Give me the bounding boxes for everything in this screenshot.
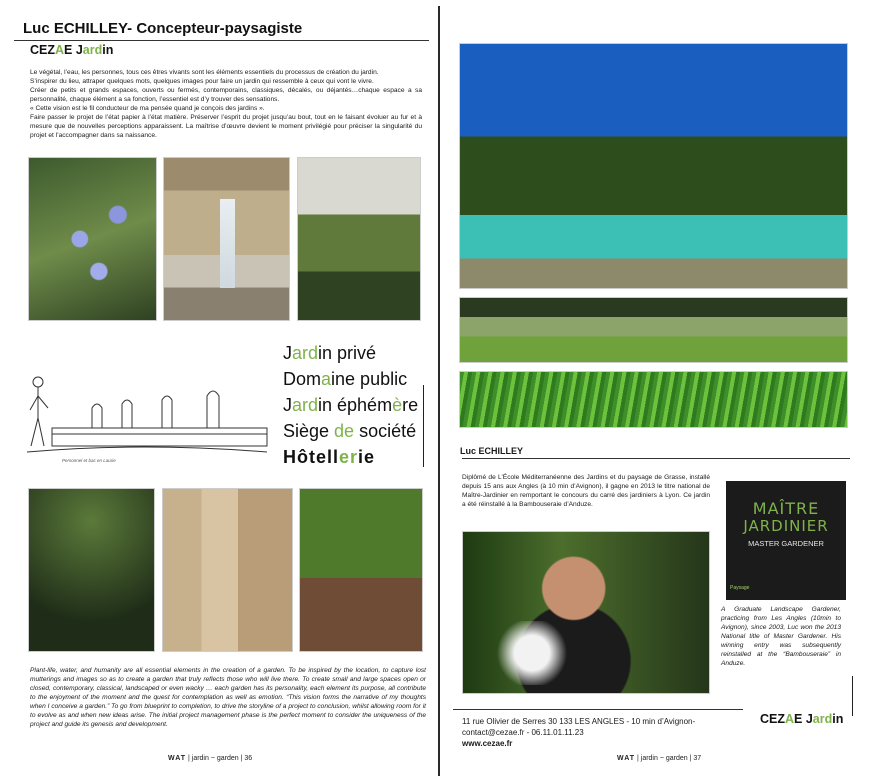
photo-grass-meadow bbox=[459, 297, 848, 363]
title-rule bbox=[14, 40, 429, 41]
sketch-caption: Personnel et bac en Laurie bbox=[62, 458, 116, 463]
service-hotellerie: Hôtellerie bbox=[283, 447, 376, 467]
photo-strawberry-planter bbox=[299, 488, 423, 652]
contact-email-phone: contact@cezae.fr - 06.11.01.11.23 bbox=[462, 728, 584, 737]
photo-metal-sculpture-garden bbox=[297, 157, 421, 321]
magazine-logo-right: WAT bbox=[617, 755, 636, 762]
bio-text-en: A Graduate Landscape Gardener, practicing from Les Angles (10min to Avignon), since 2003, Luc won the 2013 National title of Master Gardener. His winning entry was subsequently reinstalled at the “Bambouseraie” in Anduze. bbox=[721, 606, 841, 667]
contact-website[interactable]: www.cezae.fr bbox=[462, 739, 513, 748]
photo-planters bbox=[162, 488, 293, 652]
bio-heading: Luc ECHILLEY bbox=[460, 446, 524, 456]
badge-line3: MASTER GARDENER bbox=[748, 539, 824, 548]
intro-text-fr: Le végétal, l’eau, les personnes, tous ces êtres vivants sont les éléments essentiels du processus de création du jardin. S’inspirer du lieu, attraper quelques mots, quelques images pour faire un jardin qui ressemble à ceux qui vont le vivre. Créer de petits et grands espaces, ouverts ou fermés, contemporains, classiques, décalés, ou déjantés…chaque espace a sa personnalité, chaque élément a sa fonction, l’essentiel est d’y trouver des sensations. « Cette vision est le fil conducteur de ma pensée quand je conçois des jardins ». Faire passer le projet de l’état papier à l’état matière. Préserver l’esprit du projet jusqu’au bout, tout en le faisant évoluer au fur et à mesure que de nouvelles perceptions apparaissent. La maîtrise d’œuvre devient le moment privilégié pour préciser la singularité du projet et l’accompagner dans sa naissance. bbox=[30, 69, 422, 139]
right-footer: WAT | jardin ~ garden | 37 bbox=[617, 755, 702, 762]
badge-line2: JARDINIER bbox=[743, 517, 829, 535]
brand-logo-right: CEZAE Jardin bbox=[760, 712, 844, 726]
magazine-logo: WAT bbox=[168, 755, 187, 762]
photo-grass-closeup bbox=[459, 371, 848, 428]
contact-block bbox=[462, 716, 695, 749]
contact-address: 11 rue Olivier de Serres 30 133 LES ANGLES - 10 min d’Avignon- bbox=[462, 717, 696, 726]
page-gutter bbox=[438, 6, 440, 776]
brand-logo: CEZAE Jardin bbox=[30, 43, 114, 57]
bio-text-fr: Diplômé de L’École Méditerranéenne des Jardins et du paysage de Grasse, installé depuis 15 ans aux Angles (à 10 min d’Avignon), il gagne en 2013 le titre national de Maître-Jardinier en remportant le concours du carré des jardiniers à Lyon. Ce jardin a été réinstallé à la Bambouseraie d’Anduze. bbox=[462, 474, 710, 508]
intro-text-en: Plant-life, water, and humanity are all essential elements in the creation of a garden. To be inspired by the location, to capture lost mutterings and images so as to create a garden that truly reflects those who will live there. To create small and large spaces open or closed, contemporary, classical, landscaped or even wacky … each garden has its personality, each element its purpose, all contribute to the enjoyment of the moment and the quest for contemplation as well as emotion. “This vision forms the narrative of my thoughts when I conceive a garden.” To go from blueprint to completion, to drive the storyline of a project to conclusion, whilst allowing room for it to evolve as and when new ideas arise. The initial project management phase is the perfect moment to consider the uniqueness of the project and guide its genesis and development. bbox=[30, 667, 426, 728]
fountain-sketch bbox=[22, 360, 272, 470]
photo-greenhouse bbox=[28, 488, 155, 652]
badge-tag: Paysage bbox=[730, 585, 750, 591]
service-domaine-public: Domaine public bbox=[283, 369, 408, 389]
services-rule bbox=[423, 385, 424, 467]
left-footer: WAT | jardin ~ garden | 36 bbox=[168, 755, 253, 762]
master-gardener-badge bbox=[726, 481, 846, 600]
page-title: Luc ECHILLEY- Concepteur-paysagiste bbox=[23, 20, 303, 37]
service-jardin-ephemere: Jardin éphémère bbox=[283, 395, 419, 415]
photo-luc-portrait bbox=[462, 531, 710, 694]
badge-line1: MAÎTRE bbox=[752, 499, 820, 518]
photo-pool-garden bbox=[459, 43, 848, 289]
bio-rule bbox=[462, 458, 850, 459]
photo-stone-fountain bbox=[163, 157, 290, 321]
right-corner-rule bbox=[852, 676, 853, 716]
services-list bbox=[283, 343, 418, 468]
photo-blue-flowers bbox=[28, 157, 157, 321]
service-siege-societe: Siège de société bbox=[283, 421, 417, 441]
service-jardin-prive: Jardin privé bbox=[283, 343, 377, 363]
contact-rule bbox=[453, 709, 743, 710]
